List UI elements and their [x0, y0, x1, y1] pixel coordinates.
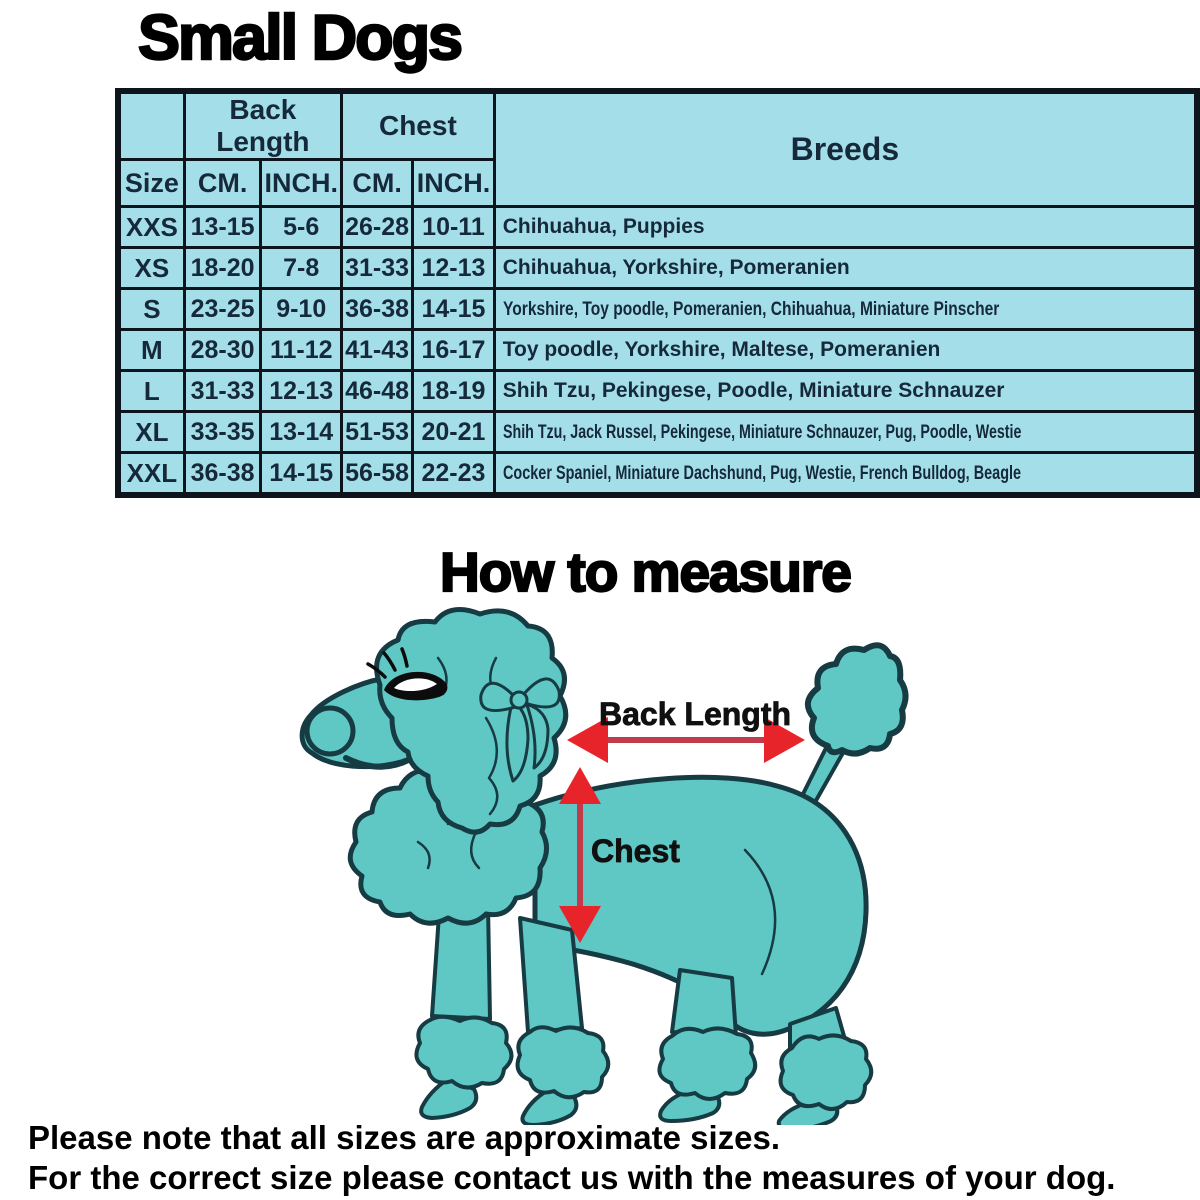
back-cm-cell: 36-38 [184, 453, 261, 496]
back-inch-cell: 9-10 [261, 289, 342, 330]
table-row [118, 453, 1197, 496]
chest-label: Chest [591, 833, 680, 869]
breeds-cell [494, 248, 1197, 289]
chest-inch-header: INCH. [413, 160, 495, 207]
chest-inch-cell: 22-23 [413, 453, 495, 496]
footer-line-2: For the correct size please contact us with the measures of your dog. [28, 1159, 1116, 1196]
poodle-back-leg-rear [779, 1008, 872, 1125]
breeds-cell [494, 207, 1197, 248]
back-cm-cell: 33-35 [184, 412, 261, 453]
breeds-text: Toy poodle, Yorkshire, Maltese, Pomeranien [502, 338, 941, 361]
back-cm-cell: 31-33 [184, 371, 261, 412]
back-cm-cell: 28-30 [184, 330, 261, 371]
footer-line-1: Please note that all sizes are approximate sizes. [28, 1119, 781, 1156]
back-inch-cell: 14-15 [261, 453, 342, 496]
chest-cm-cell: 36-38 [342, 289, 413, 330]
breeds-text: Cocker Spaniel, Miniature Dachshund, Pug, Westie, French Bulldog, Beagle [502, 463, 1021, 484]
size-cell: M [118, 330, 184, 371]
breeds-header: Breeds [494, 91, 1197, 207]
size-cell: XXL [118, 453, 184, 496]
arrow-head-up-icon [559, 767, 601, 804]
table-row [118, 371, 1197, 412]
chest-group-header: Chest [342, 91, 495, 160]
chest-cm-cell: 26-28 [342, 207, 413, 248]
back-cm-cell: 23-25 [184, 289, 261, 330]
table-group-header-row [118, 91, 1197, 160]
chest-inch-cell: 10-11 [413, 207, 495, 248]
size-cell: XS [118, 248, 184, 289]
table-row [118, 248, 1197, 289]
size-cell: XL [118, 412, 184, 453]
back-inch-cell: 13-14 [261, 412, 342, 453]
page-title: Small Dogs [138, 3, 462, 73]
back-inch-cell: 11-12 [261, 330, 342, 371]
back-inch-cell: 7-8 [261, 248, 342, 289]
breeds-text: Chihuahua, Yorkshire, Pomeranien [502, 256, 850, 279]
table-row [118, 207, 1197, 248]
chest-cm-cell: 31-33 [342, 248, 413, 289]
size-cell: S [118, 289, 184, 330]
footer-note [28, 1118, 1115, 1198]
corner-cell [118, 91, 184, 160]
how-to-measure-title: How to measure [440, 541, 851, 603]
breeds-cell [494, 330, 1197, 371]
chest-inch-cell: 16-17 [413, 330, 495, 371]
chest-inch-cell: 12-13 [413, 248, 495, 289]
table-row [118, 289, 1197, 330]
chest-inch-cell: 18-19 [413, 371, 495, 412]
back-length-label: Back Length [599, 696, 792, 732]
size-chart-table [115, 88, 1200, 498]
chest-inch-cell: 20-21 [413, 412, 495, 453]
chest-cm-cell: 56-58 [342, 453, 413, 496]
back-cm-cell: 18-20 [184, 248, 261, 289]
breeds-cell [494, 371, 1197, 412]
breeds-cell [494, 453, 1197, 496]
breeds-text: Chihuahua, Puppies [502, 215, 705, 238]
poodle-tail-pom [808, 645, 906, 753]
chest-cm-cell: 51-53 [342, 412, 413, 453]
back-cm-header: CM. [184, 160, 261, 207]
table-row [118, 412, 1197, 453]
breeds-text: Shih Tzu, Pekingese, Poodle, Miniature Schnauzer [502, 379, 1005, 402]
breeds-cell [494, 289, 1197, 330]
back-inch-cell: 12-13 [261, 371, 342, 412]
size-cell: XXS [118, 207, 184, 248]
breeds-text: Yorkshire, Toy poodle, Pomeranien, Chihuahua, Miniature Pinscher [502, 299, 1000, 320]
poodle-front-leg-front [416, 900, 511, 1118]
chest-inch-cell: 14-15 [413, 289, 495, 330]
breeds-text: Shih Tzu, Jack Russel, Pekingese, Miniature Schnauzer, Pug, Poodle, Westie [502, 422, 1022, 443]
back-length-group-header: Back Length [184, 91, 341, 160]
table-row [118, 330, 1197, 371]
back-cm-cell: 13-15 [184, 207, 261, 248]
poodle-nose [307, 708, 353, 754]
size-header: Size [118, 160, 184, 207]
chest-cm-cell: 41-43 [342, 330, 413, 371]
breeds-cell [494, 412, 1197, 453]
size-cell: L [118, 371, 184, 412]
back-inch-header: INCH. [261, 160, 342, 207]
chest-cm-cell: 46-48 [342, 371, 413, 412]
back-inch-cell: 5-6 [261, 207, 342, 248]
chest-cm-header: CM. [342, 160, 413, 207]
